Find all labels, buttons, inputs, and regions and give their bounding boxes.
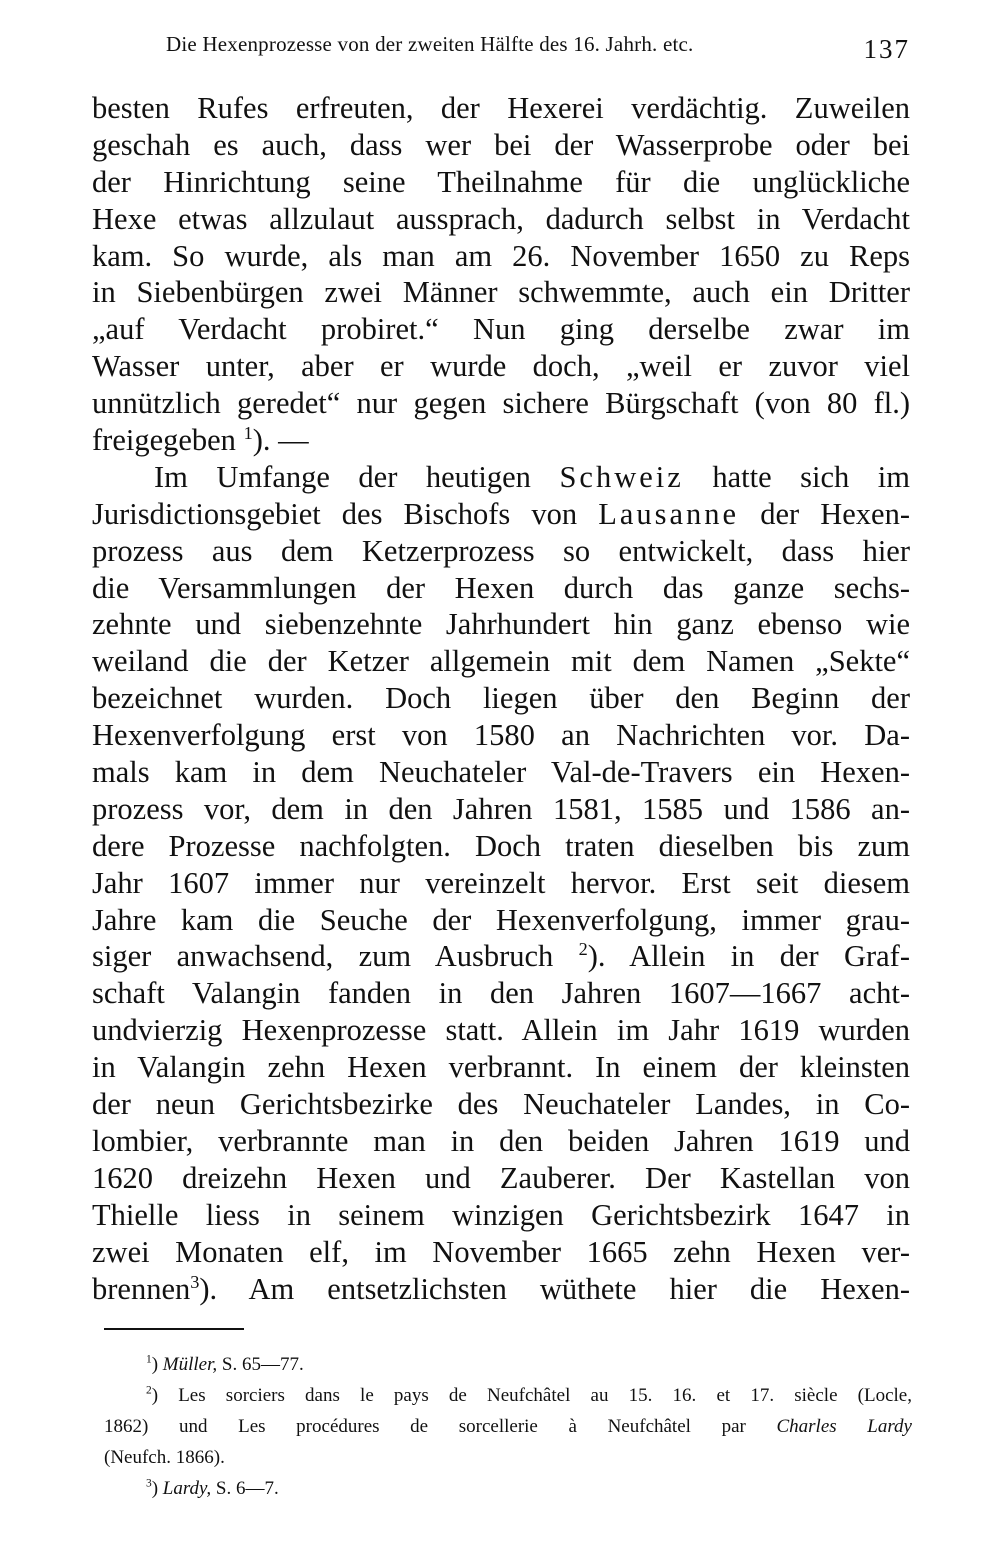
text-line: die Versammlungen der Hexen durch das ganze sechs- [92,570,910,605]
text-line: 1620 dreizehn Hexen und Zauberer. Der Kastellan von [92,1160,910,1195]
text-line: kam. So wurde, als man am 26. November 1650 zu Reps [92,238,910,273]
text-line: Wasser unter, aber er wurde doch, „weil er zuvor viel [92,349,910,384]
text-line: Jurisdictionsgebiet des Bischofs von Lausanne der Hexen- [92,496,910,531]
footnote: $^1$) Müller, S. 65—77. [146,1353,304,1375]
footnote-mark: 1 [146,1353,152,1366]
footnote-author: Charles Lardy [776,1416,912,1437]
text-line: bezeichnet wurden. Doch liegen über den Beginn der [92,681,910,716]
footnote-continuation: (Neufch. 1866). [104,1447,225,1468]
text-line: undvierzig Hexenprozesse statt. Allein im Jahr 1619 wurden [92,1013,910,1048]
text-line: lombier, verbrannte man in den beiden Jahren 1619 und [92,1123,910,1158]
text-line: dere Prozesse nachfolgten. Doch traten dieselben bis zum [92,828,910,863]
text-line: zehnte und siebenzehnte Jahrhundert hin ganz ebenso wie [92,607,910,642]
text-line: brennen$^3$). Am entsetzlichsten wüthete hier die Hexen- [92,1271,910,1306]
text-line: Thielle liess in seinem winzigen Gerichtsbezirk 1647 in [92,1197,910,1232]
footnote: $^3$) Lardy, S. 6—7. [146,1477,279,1499]
footnote: $^2$) Les sorciers dans le pays de Neufchâtel au 15. 16. et 17. siècle (Locle, [146,1384,912,1406]
text-line: unnützlich geredet“ nur gegen sichere Bürgschaft (von 80 fl.) [92,386,910,421]
footnote-mark: 3 [146,1477,152,1490]
footnote-continuation: 1862) und Les procédures de sorcellerie à Neufchâtel par Charles Lardy [104,1416,912,1437]
text-line: in Siebenbürgen zwei Männer schwemmte, auch ein Dritter [92,275,910,310]
spaced-name: Lausanne [598,496,740,531]
footnote-author: Müller, [162,1354,218,1375]
text-line: der neun Gerichtsbezirke des Neuchateler Landes, in Co- [92,1087,910,1122]
footnotes [104,1349,912,1504]
text-line: der Hinrichtung seine Theilnahme für die unglückliche [92,164,910,199]
footnote-author: Lardy, [162,1478,212,1499]
text-line: „auf Verdacht probiret.“ Nun ging derselbe zwar im [92,312,910,347]
footnote-ref[interactable]: 1 [243,422,253,443]
footnote-mark: 2 [146,1384,152,1397]
text-line: mals kam in dem Neuchateler Val-de-Travers ein Hexen- [92,755,910,790]
footnote-divider [104,1328,244,1330]
spaced-name: Schweiz [559,459,684,494]
text-line: prozess vor, dem in den Jahren 1581, 1585 und 1586 an- [92,791,910,826]
text-line: prozess aus dem Ketzerprozess so entwickelt, dass hier [92,533,910,568]
text-line: zwei Monaten elf, im November 1665 zehn Hexen ver- [92,1234,910,1269]
text-line: geschah es auch, dass wer bei der Wasserprobe oder bei [92,127,910,162]
text-line: siger anwachsend, zum Ausbruch $^2$). Allein in der Graf- [92,939,910,974]
running-header [92,30,910,70]
text-line: Im Umfange der heutigen Schweiz hatte sich im [154,459,910,494]
running-title: Die Hexenprozesse von der zweiten Hälfte des 16. Jahrh. etc. [166,32,694,56]
text-line: schaft Valangin fanden in den Jahren 1607—1667 acht- [92,976,910,1011]
footnote-ref[interactable]: 3 [190,1271,200,1292]
text-line: besten Rufes erfreuten, der Hexerei verdächtig. Zuweilen [92,91,910,125]
text-line: Hexenverfolgung erst von 1580 an Nachrichten vor. Da- [92,718,910,753]
text-line: weiland die der Ketzer allgemein mit dem Namen „Sekte“ [92,644,910,679]
text-line: in Valangin zehn Hexen verbrannt. In einem der kleinsten [92,1050,910,1085]
text-line: Jahre kam die Seuche der Hexenverfolgung, immer grau- [92,902,910,937]
page-number: 137 [863,34,910,64]
main-text [92,90,910,1307]
text-line: freigegeben $^1$). — [92,422,309,458]
text-line: Hexe etwas allzulaut aussprach, dadurch selbst in Verdacht [92,201,910,236]
footnote-ref[interactable]: 2 [578,939,588,960]
text-line: Jahr 1607 immer nur vereinzelt hervor. Erst seit diesem [92,865,910,900]
